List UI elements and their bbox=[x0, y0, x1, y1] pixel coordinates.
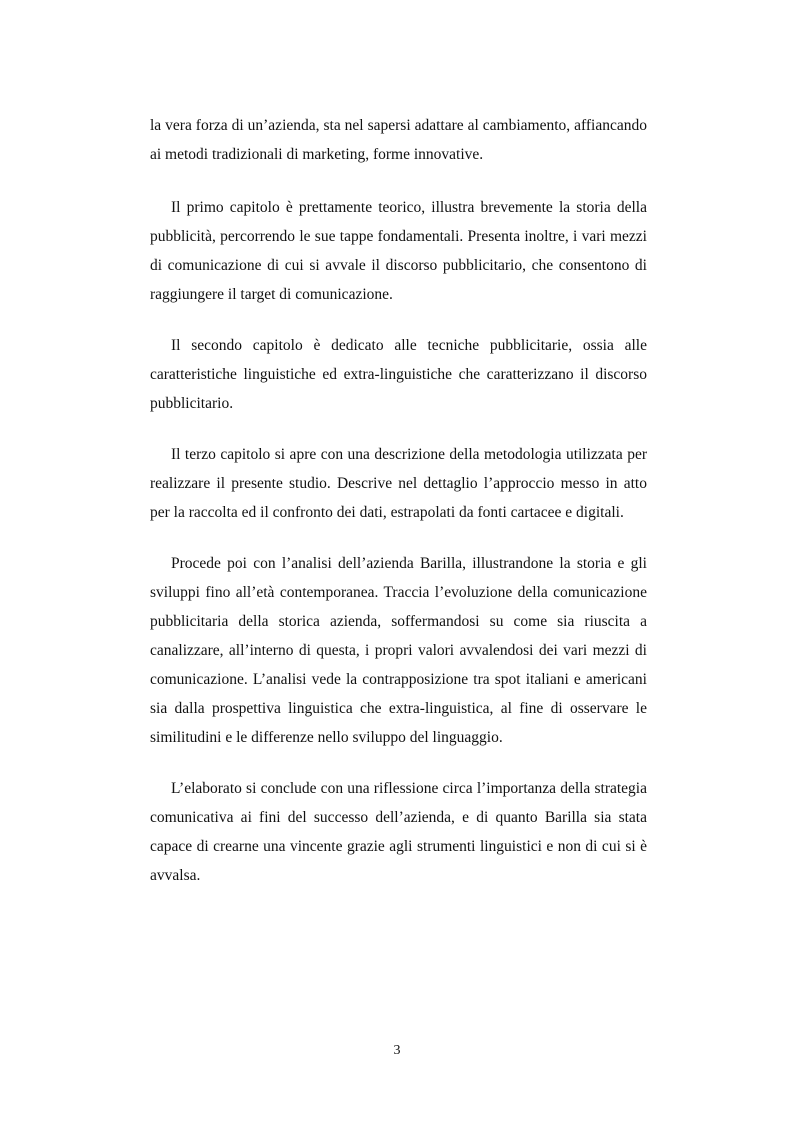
page-number: 3 bbox=[393, 1043, 401, 1058]
paragraph-barilla-analysis: Procede poi con l’analisi dell’azienda Barilla, illustrandone la storia e gli sviluppi fino all’età contemporanea. Traccia l’evoluzione della comunicazione pubblicitaria della storica azienda, soffermandosi su come sia riuscita a canalizzare, all’interno di questa, i propri valori avvalendosi dei vari mezzi di comunicazione. L’analisi vede la contrapposizione tra spot italiani e americani sia dalla prospettiva linguistica che extra-linguistica, al fine di osservare le similitudini e le differenze nello sviluppo del linguaggio. bbox=[150, 555, 647, 746]
paragraph-chapter-two: Il secondo capitolo è dedicato alle tecniche pubblicitarie, ossia alle caratteristiche linguistiche ed extra-linguistiche che caratterizzano il discorso pubblicitario. bbox=[150, 337, 647, 412]
body-text bbox=[150, 111, 647, 912]
paragraph-chapter-one: Il primo capitolo è prettamente teorico, illustra brevemente la storia della pubblicità, percorrendo le sue tappe fondamentali. Presenta inoltre, i vari mezzi di comunicazione di cui si avvale il discorso pubblicitario, che consentono di raggiungere il target di comunicazione. bbox=[150, 199, 647, 303]
paragraph-conclusion: L’elaborato si conclude con una riflessione circa l’importanza della strategia comunicativa ai fini del successo dell’azienda, e di quanto Barilla sia stata capace di crearne una vincente grazie agli strumenti linguistici e non di cui si è avvalsa. bbox=[150, 780, 647, 884]
paragraph-continuation: la vera forza di un’azienda, sta nel sapersi adattare al cambiamento, affiancando ai metodi tradizionali di marketing, forme innovative. bbox=[150, 117, 647, 163]
paragraph-chapter-three: Il terzo capitolo si apre con una descrizione della metodologia utilizzata per realizzare il presente studio. Descrive nel dettaglio l’approccio messo in atto per la raccolta ed il confronto dei dati, estrapolati da fonti cartacee e digitali. bbox=[150, 446, 647, 521]
